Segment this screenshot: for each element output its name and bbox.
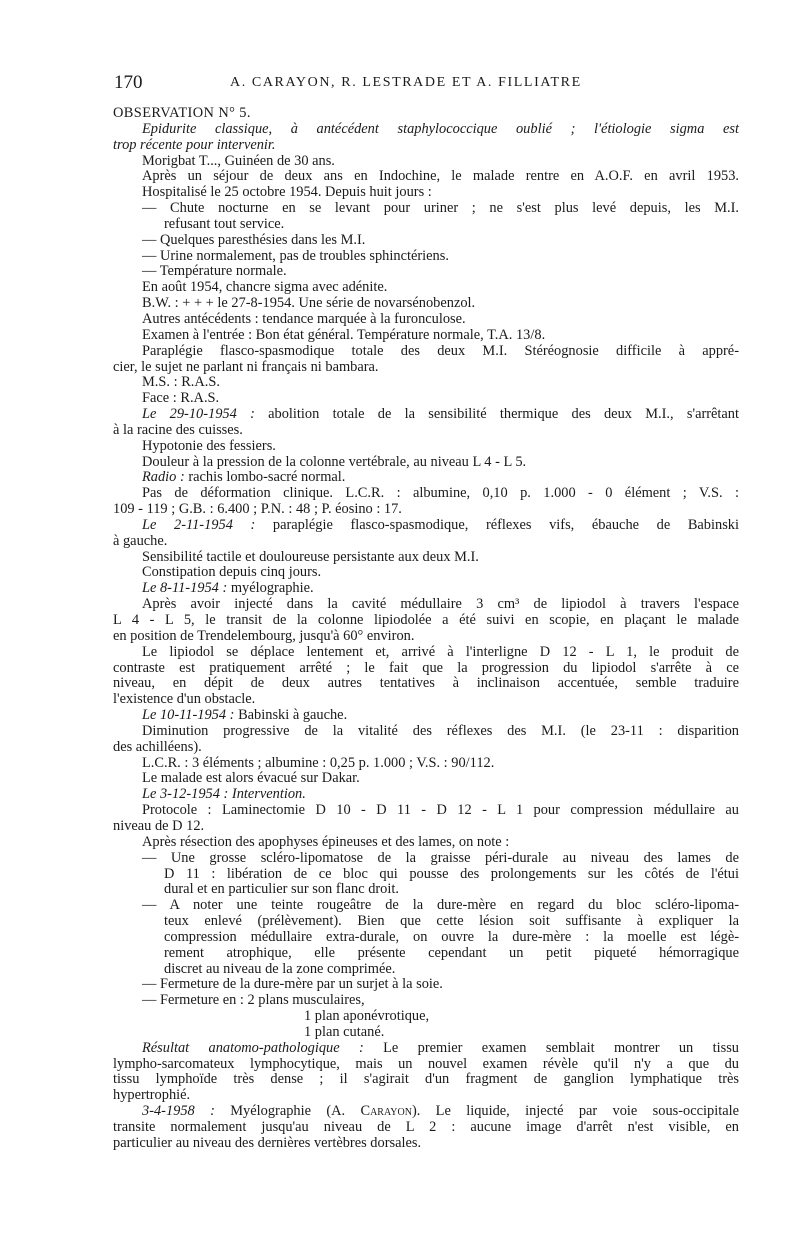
line-text: compression médullaire extra-durale, on ouvre la dure-mère : la moelle est légè-	[164, 928, 739, 945]
line-text: 109 - 119 ; G.B. : 6.400 ; P.N. : 48 ; P. éosino : 17.	[113, 501, 402, 518]
text-line	[113, 534, 739, 550]
line-text: Examen à l'entrée : Bon état général. Température normale, T.A. 13/8.	[142, 326, 546, 343]
line-text: L 4 - L 5, le transit de la colonne lipiodolée a été suivi en scopie, en plaçant le malade	[113, 612, 739, 628]
text-line	[113, 312, 739, 328]
text-line	[113, 1120, 739, 1136]
line-text: rachis lombo-sacré normal.	[184, 469, 346, 486]
line-text: M.S. : R.A.S.	[142, 374, 220, 391]
line-text: Après avoir injecté dans la cavité médullaire 3 cm³ de lipiodol à travers l'espace	[142, 596, 739, 613]
text-line	[113, 455, 739, 471]
line-text: Douleur à la pression de la colonne vertébrale, au niveau L 4 - L 5.	[142, 453, 527, 470]
line-text: transite normalement jusqu'au niveau de L 2 : aucune image d'arrêt n'est visible, en	[113, 1119, 739, 1135]
page-header	[114, 72, 739, 96]
line-text: abolition totale de la sensibilité thermique des deux M.I., s'arrêtant	[254, 406, 740, 423]
text-line	[113, 756, 739, 772]
line-text: Le 3-12-1954 : Intervention.	[142, 786, 306, 803]
line-text: dural et en particulier sur son flanc droit.	[164, 881, 399, 898]
text-line	[113, 1088, 739, 1104]
line-text: Le malade est alors évacué sur Dakar.	[142, 770, 360, 787]
line-text: tissu lymphoïde très dense ; il s'agirait d'un fragment de ganglion lymphatique très	[113, 1071, 739, 1088]
line-text: particulier au niveau des dernières vertèbres dorsales.	[113, 1134, 422, 1151]
line-text: discret au niveau de la zone comprimée.	[164, 960, 396, 977]
page-number: 170	[114, 72, 143, 93]
line-text: 1 plan aponévrotique,	[304, 1008, 430, 1025]
line-text: — A noter une teinte rougeâtre de la dure-mère en regard du bloc scléro-lipoma-	[142, 897, 739, 914]
line-text: — Quelques paresthésies dans les M.I.	[142, 231, 366, 248]
line-text: contraste est pratiquement arrêté ; le fait que la progression du lipiodol s'arrête à ce	[113, 659, 739, 676]
line-text: l'existence d'un obstacle.	[113, 691, 256, 708]
line-text: — Fermeture de la dure-mère par un surjet à la soie.	[142, 976, 443, 993]
text-line	[113, 486, 739, 502]
line-text: à la racine des cuisses.	[113, 421, 243, 438]
line-text: des achilléens).	[113, 738, 202, 755]
text-line	[113, 851, 739, 867]
line-text: Autres antécédents : tendance marquée à la furonculose.	[142, 310, 466, 327]
text-line	[113, 518, 739, 534]
line-text: Epidurite classique, à antécédent staphylococcique oublié ; l'étiologie sigma est	[142, 120, 739, 137]
text-line	[113, 360, 739, 376]
line-text: en position de Trendelembourg, jusqu'à 60° environ.	[113, 627, 415, 644]
text-line	[113, 407, 739, 423]
text-line	[113, 1136, 739, 1152]
text-line	[113, 914, 739, 930]
line-text: Hypotonie des fessiers.	[142, 437, 276, 454]
line-text: B.W. : + + + le 27-8-1954. Une série de novarsénobenzol.	[142, 295, 476, 312]
text-line	[113, 1025, 739, 1041]
text-line	[113, 787, 739, 803]
date-lead: 3-4-1958 :	[142, 1103, 215, 1120]
text-line	[113, 550, 739, 566]
line-text: myélographie.	[227, 580, 314, 597]
text-line	[113, 328, 739, 344]
text-line	[113, 692, 739, 708]
date-lead: Le 2-11-1954 :	[142, 516, 256, 533]
text-line	[113, 185, 739, 201]
line-text: — Une grosse scléro-lipomatose de la graisse péri-durale au niveau des lames de	[142, 849, 739, 866]
text-line	[113, 1041, 739, 1057]
line-text: Diminution progressive de la vitalité des réflexes des M.I. (le 23-11 : disparition	[142, 722, 739, 739]
line-text: niveau de D 12.	[113, 817, 205, 834]
text-line	[113, 1104, 739, 1120]
text-line	[113, 217, 739, 233]
line-text: Paraplégie flasco-spasmodique totale des deux M.I. Stéréognosie difficile à appré-	[142, 342, 739, 359]
text-line	[113, 740, 739, 756]
text-line	[113, 993, 739, 1009]
text-line	[113, 771, 739, 787]
text-line	[113, 835, 739, 851]
line-text: 1 plan cutané.	[304, 1023, 385, 1040]
line-text: teux enlevé (prélèvement). Bien que cette lésion soit suffisante à expliquer la	[164, 913, 739, 930]
text-line	[113, 280, 739, 296]
text-line	[113, 296, 739, 312]
text-line	[113, 470, 739, 486]
date-lead: Le 8-11-1954 :	[142, 580, 228, 597]
text-line	[113, 962, 739, 978]
text-line	[113, 724, 739, 740]
date-lead: Résultat anatomo-pathologique :	[142, 1039, 364, 1056]
line-text: paraplégie flasco-spasmodique, réflexes vifs, ébauche de Babinski	[255, 516, 739, 533]
text-line	[113, 423, 739, 439]
line-text: OBSERVATION N° 5.	[113, 105, 251, 121]
text-line	[113, 977, 739, 993]
date-lead: Le 29-10-1954 :	[142, 406, 255, 423]
line-text: Après résection des apophyses épineuses et des lames, on note :	[142, 833, 510, 850]
article-body	[113, 106, 739, 1152]
line-text: refusant tout service.	[164, 215, 285, 232]
line-text: Hospitalisé le 25 octobre 1954. Depuis huit jours :	[142, 184, 432, 201]
line-text: niveau, en dépit de deux autres tentatives à inclinaison accentuée, semble traduire	[113, 675, 739, 692]
line-text: — Chute nocturne en se levant pour uriner ; ne s'est plus levé depuis, les M.I.	[142, 200, 739, 217]
text-line	[113, 344, 739, 360]
line-text: Constipation depuis cinq jours.	[142, 564, 322, 581]
line-text: trop récente pour intervenir.	[113, 136, 276, 153]
line-text: hypertrophié.	[113, 1087, 191, 1104]
text-line	[113, 122, 739, 138]
text-line	[113, 565, 739, 581]
line-text: Face : R.A.S.	[142, 390, 220, 407]
text-line	[113, 708, 739, 724]
line-text: Myélographie (A. Carayon). Le liquide, injecté par voie sous-occipitale	[214, 1103, 739, 1120]
text-line	[113, 138, 739, 154]
line-text: Le lipiodol se déplace lentement et, arrivé à l'interligne D 12 - L 1, le produit de	[142, 643, 739, 660]
line-text: cier, le sujet ne parlant ni français ni bambara.	[113, 358, 379, 375]
date-lead: Radio :	[142, 469, 185, 486]
line-text: — Température normale.	[142, 263, 287, 280]
line-text: Babinski à gauche.	[234, 707, 348, 724]
text-line	[113, 819, 739, 835]
line-text: — Fermeture en : 2 plans musculaires,	[142, 992, 365, 1009]
date-lead: Le 10-11-1954 :	[142, 707, 235, 724]
running-title: A. CARAYON, R. LESTRADE ET A. FILLIATRE	[230, 75, 582, 90]
text-line	[113, 201, 739, 217]
line-text: Protocole : Laminectomie D 10 - D 11 - D 12 - L 1 pour compression médullaire au	[142, 802, 739, 819]
text-line	[113, 154, 739, 170]
line-text: Pas de déformation clinique. L.C.R. : albumine, 0,10 p. 1.000 - 0 élément ; V.S. :	[142, 485, 739, 502]
line-text: Le premier examen semblait montrer un tissu	[363, 1039, 739, 1056]
text-line	[113, 946, 739, 962]
text-line	[113, 375, 739, 391]
text-line	[113, 439, 739, 455]
text-line	[113, 1072, 739, 1088]
line-text: En août 1954, chancre sigma avec adénite.	[142, 279, 388, 296]
text-line	[113, 391, 739, 407]
line-text: à gauche.	[113, 532, 168, 549]
text-line	[113, 629, 739, 645]
line-text: — Urine normalement, pas de troubles sphinctériens.	[142, 247, 449, 264]
text-line	[113, 867, 739, 883]
line-text: Après un séjour de deux ans en Indochine, le malade rentre en A.O.F. en avril 1953.	[142, 168, 739, 185]
text-line	[113, 597, 739, 613]
text-line	[113, 264, 739, 280]
text-line	[113, 645, 739, 661]
line-text: rement atrophique, elle présente cependant un petit piqueté hémorragique	[164, 944, 739, 961]
text-line	[113, 898, 739, 914]
text-line	[113, 1009, 739, 1025]
text-line	[113, 502, 739, 518]
text-line	[113, 1057, 739, 1073]
text-line	[113, 803, 739, 819]
text-line	[113, 581, 739, 597]
text-line	[113, 882, 739, 898]
text-line	[113, 676, 739, 692]
text-line	[113, 106, 739, 122]
text-line	[113, 233, 739, 249]
line-text: Sensibilité tactile et douloureuse persistante aux deux M.I.	[142, 548, 479, 565]
line-text: D 11 : libération de ce bloc qui pousse des prolongements sur les côtés de l'étui	[164, 865, 739, 882]
text-line	[113, 249, 739, 265]
text-line	[113, 930, 739, 946]
text-line	[113, 613, 739, 629]
line-text: L.C.R. : 3 éléments ; albumine : 0,25 p. 1.000 ; V.S. : 90/112.	[142, 754, 495, 771]
line-text: Morigbat T..., Guinéen de 30 ans.	[142, 152, 335, 169]
text-line	[113, 169, 739, 185]
line-text: lympho-sarcomateux lymphocytique, mais un nouvel examen révèle qu'il n'y a que du	[113, 1055, 739, 1072]
text-line	[113, 661, 739, 677]
